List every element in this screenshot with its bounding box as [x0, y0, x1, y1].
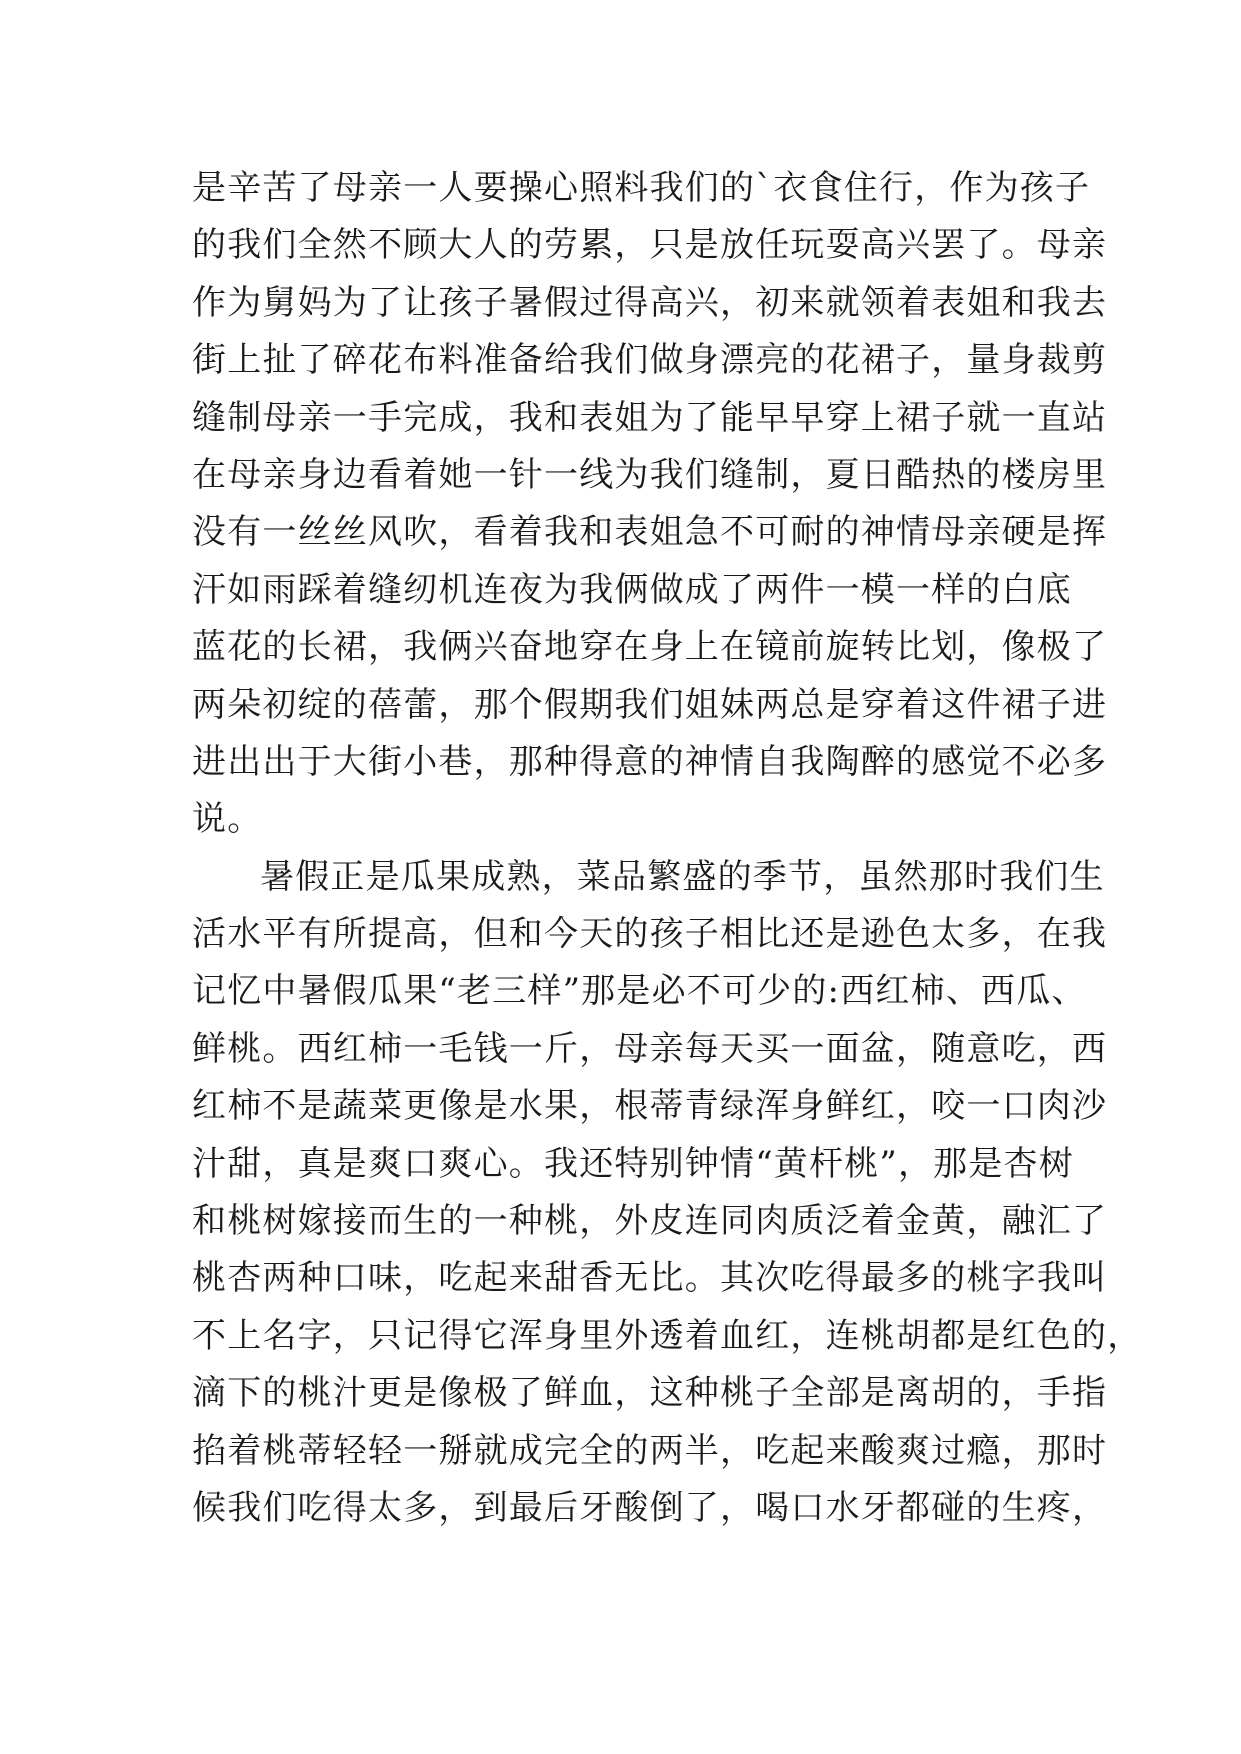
text-line: 滴下的桃汁更是像极了鲜血，这种桃子全部是离胡的，手指 — [192, 1373, 1108, 1414]
text-line: 在母亲身边看着她一针一线为我们缝制，夏日酷热的楼房里 — [192, 454, 1108, 495]
text-line: 记忆中暑假瓜果“老三样”那是必不可少的:西红柿、西瓜、 — [192, 971, 1087, 1012]
text-line: 汗如雨踩着缝纫机连夜为我俩做成了两件一模一样的白底 — [192, 569, 1072, 610]
text-line: 蓝花的长裙，我俩兴奋地穿在身上在镜前旋转比划，像极了 — [192, 627, 1108, 668]
text-line: 说。 — [192, 799, 263, 840]
text-line: 缝制母亲一手完成，我和表姐为了能早早穿上裙子就一直站 — [192, 397, 1108, 438]
text-line: 汁甜，真是爽口爽心。我还特别钟情“黄杆桃”，那是杏树 — [192, 1143, 1074, 1184]
text-line: 掐着桃蒂轻轻一掰就成完全的两半，吃起来酸爽过瘾，那时 — [192, 1430, 1108, 1471]
text-line: 的我们全然不顾大人的劳累，只是放任玩耍高兴罢了。母亲 — [192, 225, 1108, 266]
text-line: 不上名字，只记得它浑身里外透着血红，连桃胡都是红色的， — [192, 1315, 1143, 1356]
text-line: 两朵初绽的蓓蕾，那个假期我们姐妹两总是穿着这件裙子进 — [192, 684, 1108, 725]
text-line: 进出出于大街小巷，那种得意的神情自我陶醉的感觉不必多 — [192, 741, 1108, 782]
text-line: 红柿不是蔬菜更像是水果，根蒂青绿浑身鲜红，咬一口肉沙 — [192, 1086, 1108, 1127]
paragraph — [192, 849, 1143, 1538]
text-line: 没有一丝丝风吹，看着我和表姐急不可耐的神情母亲硬是挥 — [192, 512, 1108, 553]
text-line: 活水平有所提高，但和今天的孩子相比还是逊色太多，在我 — [192, 914, 1108, 955]
text-line: 暑假正是瓜果成熟，菜品繁盛的季节，虽然那时我们生 — [260, 856, 1105, 897]
text-line: 桃杏两种口味，吃起来甜香无比。其次吃得最多的桃字我叫 — [192, 1258, 1108, 1299]
body-text — [192, 160, 1143, 1537]
text-line: 和桃树嫁接而生的一种桃，外皮连同肉质泛着金黄，融汇了 — [192, 1201, 1108, 1242]
text-line: 候我们吃得太多，到最后牙酸倒了，喝口水牙都碰的生疼， — [192, 1487, 1108, 1528]
paragraph — [192, 160, 1108, 849]
text-line: 街上扯了碎花布料准备给我们做身漂亮的花裙子，量身裁剪 — [192, 340, 1108, 381]
text-line: 是辛苦了母亲一人要操心照料我们的`衣食住行，作为孩子 — [192, 168, 1091, 208]
text-line: 鲜桃。西红柿一毛钱一斤，母亲每天买一面盆，随意吃，西 — [192, 1028, 1108, 1069]
text-line: 作为舅妈为了让孩子暑假过得高兴，初来就领着表姐和我去 — [192, 282, 1108, 323]
